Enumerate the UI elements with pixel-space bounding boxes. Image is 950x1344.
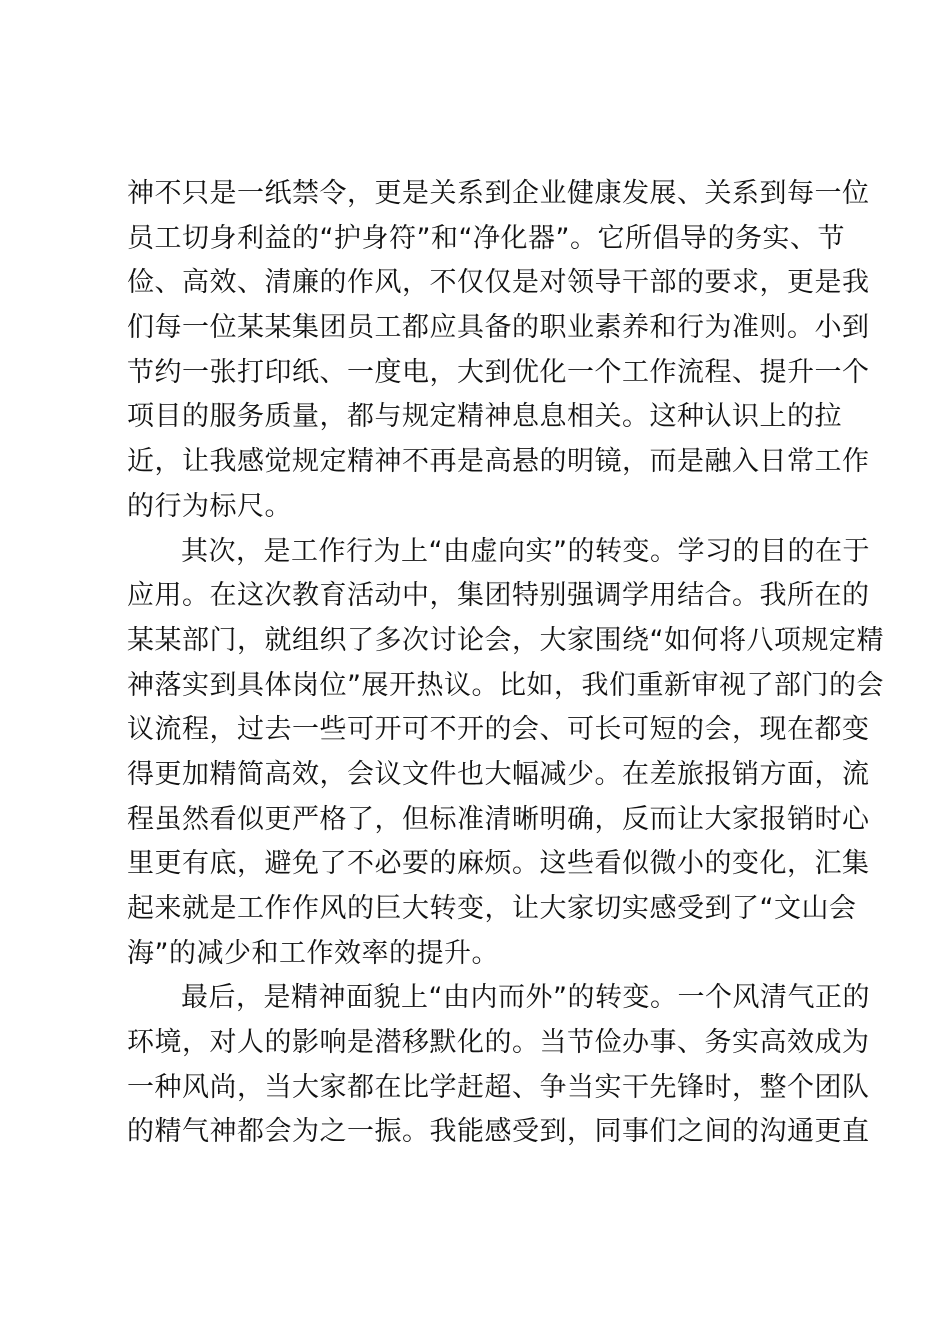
text-line: 节约一张打印纸、一度电，大到优化一个工作流程、提升一个 (127, 356, 870, 388)
text-line: 某某部门，就组织了多次讨论会，大家围绕“如何将八项规定精 (127, 624, 884, 656)
text-line: 员工切身利益的“护身符”和“净化器”。它所倡导的务实、节 (127, 222, 845, 254)
text-line: 近，让我感觉规定精神不再是高悬的明镜，而是融入日常工作 (127, 446, 870, 478)
body-text (127, 172, 884, 1155)
text-line: 项目的服务质量，都与规定精神息息相关。这种认识上的拉 (127, 401, 842, 433)
text-line: 的精气神都会为之一振。我能感受到，同事们之间的沟通更直 (127, 1116, 870, 1148)
text-line: 的行为标尺。 (127, 490, 292, 522)
text-line: 俭、高效、清廉的作风，不仅仅是对领导干部的要求，更是我 (127, 267, 870, 299)
text-line: 神不只是一纸禁令，更是关系到企业健康发展、关系到每一位 (127, 178, 870, 209)
text-line: 起来就是工作作风的巨大转变，让大家切实感受到了“文山会 (127, 893, 857, 924)
paragraph-second (127, 530, 884, 977)
text-line: 议流程，过去一些可开可不开的会、可长可短的会，现在都变 (127, 714, 870, 746)
text-line: 应用。在这次教育活动中，集团特别强调学用结合。我所在的 (127, 580, 870, 612)
paragraph-continued (127, 172, 870, 530)
text-line: 其次，是工作行为上“由虚向实”的转变。学习的目的在于 (181, 535, 870, 567)
text-line: 环境，对人的影响是潜移默化的。当节俭办事、务实高效成为 (127, 1027, 870, 1059)
text-line: 一种风尚，当大家都在比学赶超、争当实干先锋时，整个团队 (127, 1071, 870, 1103)
paragraph-third (127, 976, 870, 1155)
text-line: 里更有底，避免了不必要的麻烦。这些看似微小的变化，汇集 (127, 848, 870, 880)
text-line: 海”的减少和工作效率的提升。 (127, 937, 499, 969)
text-line: 最后，是精神面貌上“由内而外”的转变。一个风清气正的 (181, 982, 870, 1014)
text-line: 程虽然看似更严格了，但标准清晰明确，反而让大家报销时心 (127, 803, 870, 835)
text-line: 神落实到具体岗位”展开热议。比如，我们重新审视了部门的会 (127, 669, 884, 701)
text-line: 们每一位某某集团员工都应具备的职业素养和行为准则。小到 (127, 312, 870, 344)
text-line: 得更加精简高效，会议文件也大幅减少。在差旅报销方面，流 (127, 758, 870, 790)
